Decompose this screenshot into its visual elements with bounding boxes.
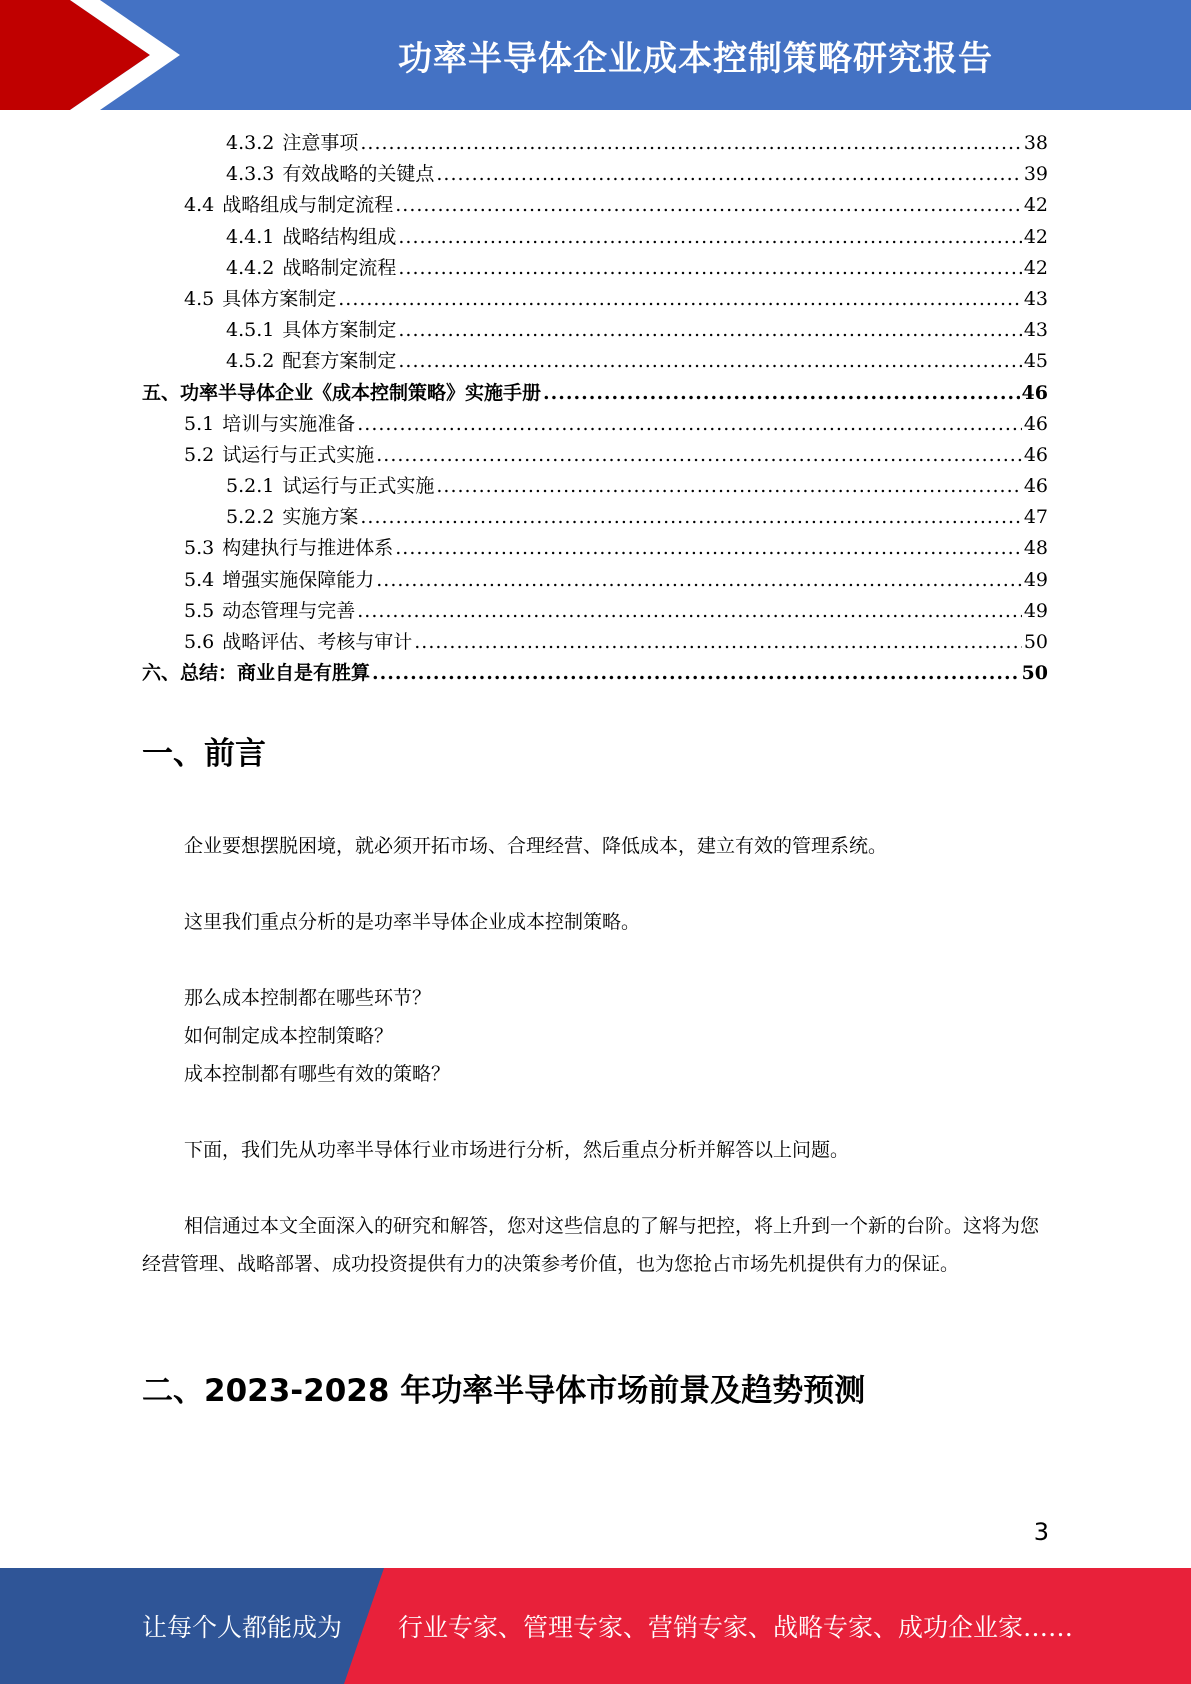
toc-entry-text: 具体方案制定: [222, 287, 337, 310]
toc-leader-dots: [543, 378, 1020, 409]
toc-entry-page: 39: [1023, 163, 1048, 186]
toc-entry[interactable]: [142, 502, 1048, 533]
toc-entry-number: 4.5: [184, 287, 215, 310]
toc-leader-dots: [395, 190, 1022, 221]
toc-entry-page: 46: [1021, 381, 1048, 404]
toc-entry-page: 38: [1023, 132, 1048, 154]
toc-entry-number: 4.3.2: [226, 132, 275, 154]
toc-entry-text: 战略制定流程: [282, 256, 397, 279]
toc-entry-text: 战略结构组成: [282, 225, 397, 248]
toc-entry-text: 培训与实施准备: [222, 412, 356, 435]
toc-entry-number: 5.4: [184, 568, 215, 591]
toc-entry-text: 动态管理与完善: [222, 599, 356, 622]
toc-entry-number: 4.5.1: [226, 319, 275, 342]
toc-entry-number: 4.4: [184, 194, 215, 217]
paragraph: 这里我们重点分析的是功率半导体企业成本控制策略。: [184, 911, 641, 933]
toc-entry-page: 48: [1023, 537, 1048, 560]
toc-entry[interactable]: [142, 471, 1048, 502]
toc-entry-page: 43: [1023, 287, 1048, 310]
toc-entry-number: 4.4.1: [226, 225, 275, 248]
toc-entry-label: [226, 346, 396, 377]
toc-leader-dots: [398, 222, 1021, 253]
toc-leader-dots: [436, 471, 1021, 502]
toc-entry-page: 47: [1023, 506, 1048, 529]
toc-entry-page: 46: [1023, 412, 1048, 435]
toc-leader-dots: [357, 409, 1022, 440]
toc-entry-text: 配套方案制定: [282, 350, 397, 373]
toc-entry-number: 5.2.2: [226, 506, 275, 529]
toc-entry[interactable]: [142, 565, 1048, 596]
toc-leader-dots: [338, 284, 1022, 315]
toc-entry-label: [226, 128, 358, 159]
footer-slogan-left: 让每个人都能成为: [142, 1613, 343, 1642]
toc-entry-label: [142, 378, 541, 409]
toc-leader-dots: [376, 565, 1022, 596]
toc-entry-page: 50: [1023, 631, 1048, 653]
page-header: [0, 0, 1191, 110]
toc-entry[interactable]: [142, 128, 1048, 159]
toc-entry-number: 5.2: [184, 443, 215, 466]
toc-entry[interactable]: [142, 159, 1048, 190]
report-title: 功率半导体企业成本控制策略研究报告: [398, 38, 993, 79]
question-line: 成本控制都有哪些有效的策略？: [184, 1063, 451, 1085]
toc-entry-number: 5.3: [184, 537, 215, 560]
toc-entry[interactable]: [142, 378, 1048, 409]
toc-entry[interactable]: [142, 190, 1048, 221]
toc-entry-label: [184, 627, 412, 658]
toc-entry-number: 5.2.1: [226, 475, 275, 498]
page-footer: [0, 1568, 1191, 1684]
toc-entry-page: 42: [1023, 225, 1048, 248]
question-line: 那么成本控制都在哪些环节？: [184, 987, 432, 1009]
toc-entry-number: 5.1: [184, 412, 215, 435]
toc-entry[interactable]: [142, 315, 1048, 346]
toc-entry-page: 49: [1023, 568, 1048, 591]
toc-entry-label: [226, 471, 434, 502]
toc-entry[interactable]: [142, 409, 1048, 440]
toc-entry-label: [184, 533, 393, 564]
toc-entry-number: 5.5: [184, 599, 215, 622]
toc-entry-text: 六、总结：商业自是有胜算: [142, 662, 371, 685]
toc-entry[interactable]: [142, 627, 1048, 658]
toc-entry-label: [184, 596, 355, 627]
toc-entry-page: 42: [1023, 256, 1048, 279]
toc-entry-label: [226, 222, 396, 253]
question-line: 如何制定成本控制策略？: [184, 1025, 394, 1047]
toc-entry[interactable]: [142, 346, 1048, 377]
toc-entry-number: 4.4.2: [226, 256, 275, 279]
toc-entry-text: 五、功率半导体企业《成本控制策略》实施手册: [142, 381, 542, 404]
toc-entry-page: 46: [1023, 443, 1048, 466]
toc-entry-text: 实施方案: [282, 506, 359, 529]
toc-entry-text: 试运行与正式实施: [222, 443, 375, 466]
page-number: 3: [1033, 1518, 1049, 1546]
toc-leader-dots: [414, 627, 1022, 658]
toc-entry-page: 43: [1023, 319, 1048, 342]
toc-entry-page: 46: [1023, 475, 1048, 498]
toc-entry-label: [184, 284, 336, 315]
paragraph: 下面，我们先从功率半导体行业市场进行分析，然后重点分析并解答以上问题。: [184, 1139, 850, 1161]
toc-entry-label: [184, 440, 374, 471]
toc-entry-label: [226, 159, 434, 190]
toc-entry[interactable]: [142, 253, 1048, 284]
toc-entry-page: 45: [1023, 350, 1048, 373]
toc-leader-dots: [436, 159, 1021, 190]
toc-entry-page: 49: [1023, 599, 1048, 622]
toc-leader-dots: [395, 533, 1022, 564]
toc-entry-number: 4.5.2: [226, 350, 275, 373]
toc-entry-text: 构建执行与推进体系: [222, 537, 394, 560]
toc-entry-text: 注意事项: [282, 132, 359, 154]
toc-entry-page: 50: [1021, 662, 1048, 685]
toc-entry-text: 试运行与正式实施: [282, 475, 435, 498]
toc-leader-dots: [398, 346, 1021, 377]
toc-entry[interactable]: [142, 596, 1048, 627]
toc-leader-dots: [360, 502, 1021, 533]
section-heading-preface: 一、前言: [142, 736, 266, 772]
toc-entry-number: 4.3.3: [226, 163, 275, 186]
toc-leader-dots: [360, 128, 1021, 159]
toc-leader-dots: [372, 658, 1020, 689]
section-heading-market-forecast: 二、2023-2028 年功率半导体市场前景及趋势预测: [142, 1373, 866, 1409]
toc-entry-label: [226, 253, 396, 284]
toc-entry-page: 42: [1023, 194, 1048, 217]
toc-entry-text: 具体方案制定: [282, 319, 397, 342]
toc-entry-number: 5.6: [184, 631, 215, 653]
toc-entry-text: 战略组成与制定流程: [222, 194, 394, 217]
toc-entry-label: [184, 409, 355, 440]
toc-entry-label: [226, 502, 358, 533]
toc-entry-label: [226, 315, 396, 346]
toc-entry[interactable]: [142, 440, 1048, 471]
toc-entry-text: 增强实施保障能力: [222, 568, 375, 591]
toc-entry-label: [184, 190, 393, 221]
toc-leader-dots: [376, 440, 1022, 471]
toc-entry[interactable]: [142, 284, 1048, 315]
paragraph: 企业要想摆脱困境，就必须开拓市场、合理经营、降低成本，建立有效的管理系统。: [184, 835, 888, 857]
footer-slogan-right: 行业专家、管理专家、营销专家、战略专家、成功企业家……: [398, 1613, 1074, 1642]
toc-entry[interactable]: [142, 533, 1048, 564]
paragraph: 相信通过本文全面深入的研究和解答，您对这些信息的了解与把控，将上升到一个新的台阶。这将为您经营管理、战略部署、成功投资提供有力的决策参考价值，也为您抢占市场先机提供有力的保证。: [142, 1215, 1040, 1275]
toc-entry-text: 有效战略的关键点: [282, 163, 435, 186]
toc-entry-label: [142, 658, 370, 689]
toc-entry[interactable]: [142, 222, 1048, 253]
toc-leader-dots: [398, 315, 1021, 346]
toc-leader-dots: [357, 596, 1022, 627]
table-of-contents: [142, 128, 1048, 689]
toc-entry[interactable]: [142, 658, 1048, 689]
toc-entry-text: 战略评估、考核与审计: [222, 631, 413, 653]
toc-entry-label: [184, 565, 374, 596]
toc-leader-dots: [398, 253, 1021, 284]
